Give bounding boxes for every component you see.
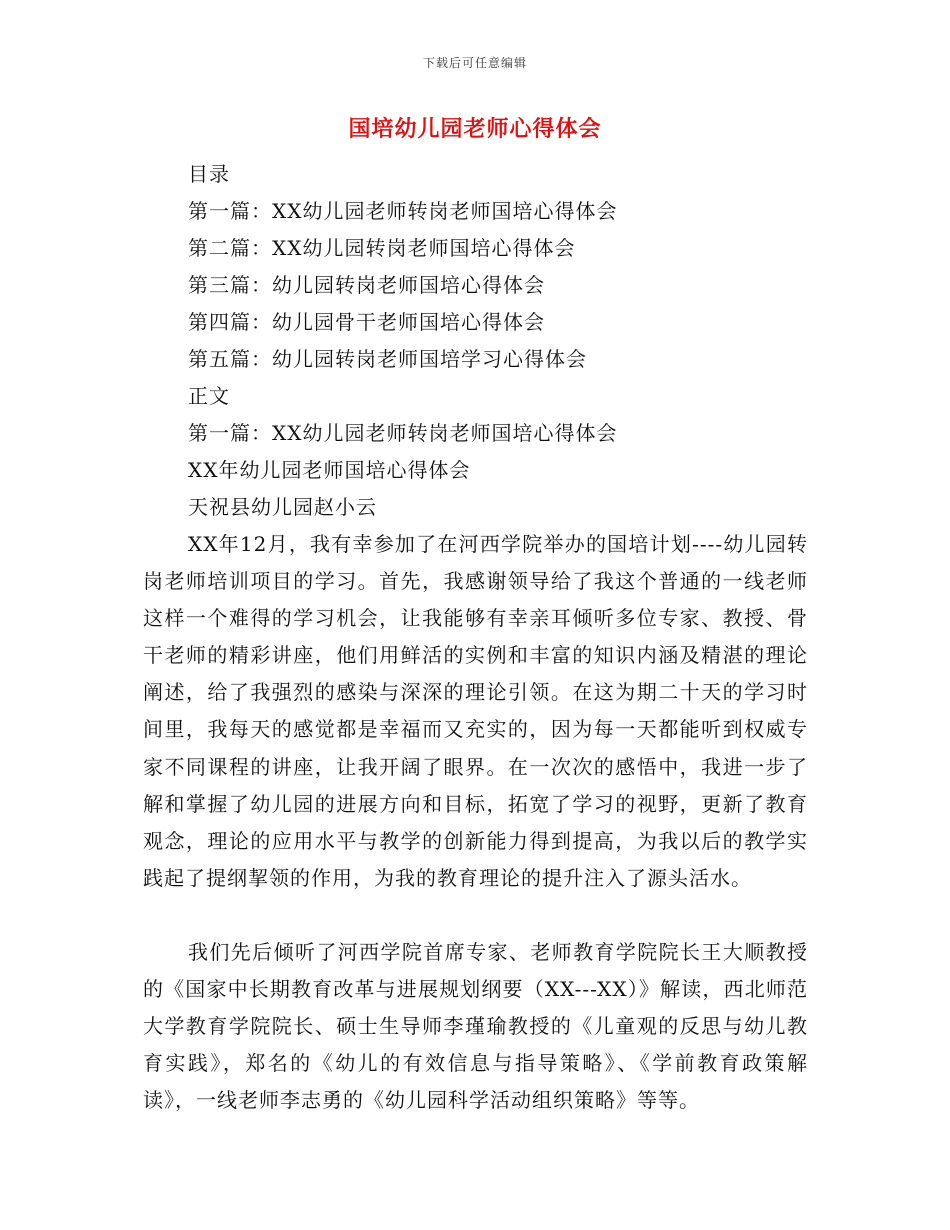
body-heading: 正文 <box>188 384 230 408</box>
paragraph-1: XX年12月，我有幸参加了在河西学院举办的国培计划----幼儿园转岗老师培训项目的学习。首先，我感谢领导给了我这个普通的一线老师这样一个难得的学习机会，让我能够有幸亲耳倾听多位专家、教授、骨干老师的精彩讲座，他们用鲜活的实例和丰富的知识内涵及精湛的理论阐述，给了我强烈的感染与深深的理论引领。在这为期二十天的学习时间里，我每天的感觉都是幸福而又充实的，因为每一天都能听到权威专家不同课程的讲座，让我开阔了眼界。在一次次的感悟中，我进一步了解和掌握了幼儿园的进展方向和目标，拓宽了学习的视野，更新了教育观念，理论的应用水平与教学的创新能力得到提高，为我以后的教学实践起了提纲挈领的作用，为我的教育理论的提升注入了源头活水。 <box>143 532 808 890</box>
section-title: 第一篇：XX幼儿园老师转岗老师国培心得体会 <box>188 421 618 445</box>
article-title: XX年幼儿园老师国培心得体会 <box>188 458 471 482</box>
toc-item-4: 第四篇：幼儿园骨干老师国培心得体会 <box>188 310 545 334</box>
toc-item-2: 第二篇：XX幼儿园转岗老师国培心得体会 <box>188 236 576 260</box>
document-title: 国培幼儿园老师心得体会 <box>348 116 602 142</box>
toc-heading: 目录 <box>188 162 230 186</box>
page-header: 下载后可任意编辑 <box>422 56 527 70</box>
toc-item-3: 第三篇：幼儿园转岗老师国培心得体会 <box>188 273 545 297</box>
toc-item-5: 第五篇：幼儿园转岗老师国培学习心得体会 <box>188 347 587 371</box>
author-line: 天祝县幼儿园赵小云 <box>188 495 377 519</box>
toc-item-1: 第一篇：XX幼儿园老师转岗老师国培心得体会 <box>188 199 618 223</box>
paragraph-2: 我们先后倾听了河西学院首席专家、老师教育学院院长王大顺教授的《国家中长期教育改革与进展规划纲要（XX---XX）》解读，西北师范大学教育学院院长、硕士生导师李瑾瑜教授的《儿童观的反思与幼儿教育实践》，郑名的《幼儿的有效信息与指导策略》、《学前教育政策解读》，一线老师李志勇的《幼儿园科学活动组织策略》等等。 <box>143 940 808 1113</box>
